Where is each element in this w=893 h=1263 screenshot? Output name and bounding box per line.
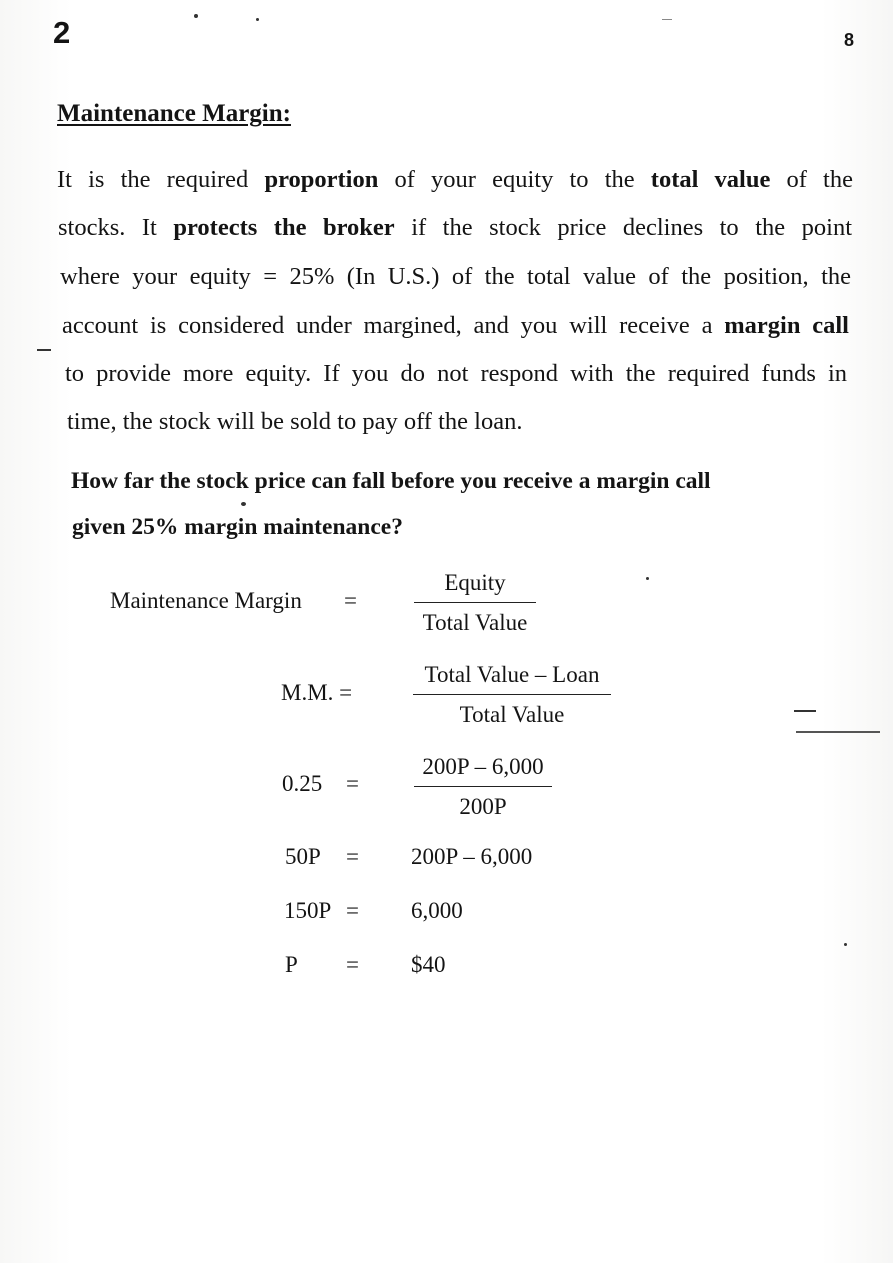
- scan-mark: [794, 710, 816, 712]
- equation-lhs: 0.25: [282, 771, 323, 796]
- bold-term: total value: [650, 166, 771, 193]
- text-run: of the: [770, 166, 853, 193]
- equals-sign: =: [346, 844, 359, 869]
- scan-mark: [796, 731, 880, 733]
- equation-lhs: 50P: [285, 844, 321, 869]
- scan-dot: [241, 502, 246, 506]
- text-run: if the stock price declines to the point: [394, 214, 853, 241]
- fraction-numerator: 200P – 6,000: [414, 753, 552, 787]
- fraction: [413, 753, 553, 821]
- paragraph-line: where your equity = 25% (In U.S.) of the total value of the position, the: [60, 263, 851, 290]
- scan-mark: [37, 349, 51, 351]
- fraction: [413, 661, 611, 729]
- scan-dot: [194, 14, 198, 18]
- scan-dot: [646, 577, 649, 580]
- equation-lhs: 150P: [284, 898, 332, 923]
- equals-sign: =: [346, 771, 359, 796]
- section-heading: Maintenance Margin:: [57, 100, 291, 127]
- equation-rhs: 6,000: [411, 898, 463, 923]
- text-run: account is considered under margined, and you will receive a: [62, 312, 725, 339]
- equation-lhs: P: [285, 952, 298, 977]
- fraction-denominator: Total Value: [422, 610, 528, 635]
- question-line: How far the stock price can fall before you receive a margin call: [71, 468, 711, 494]
- scan-mark: [662, 19, 672, 20]
- scan-dot: [256, 18, 259, 21]
- paragraph-line: to provide more equity. If you do not respond with the required funds in: [65, 360, 847, 387]
- page-number-left: 2: [53, 15, 71, 50]
- equals-sign: =: [346, 898, 359, 923]
- bold-term: protects the broker: [173, 214, 395, 241]
- bold-term: proportion: [264, 166, 379, 193]
- equals-sign: =: [344, 588, 357, 613]
- equation-rhs: 200P – 6,000: [411, 844, 533, 869]
- bold-term: margin call: [724, 312, 849, 339]
- text-run: stocks. It: [58, 214, 174, 241]
- paragraph-line: [57, 165, 853, 195]
- fraction-denominator: Total Value: [459, 702, 565, 727]
- scan-dot: [844, 943, 847, 946]
- question-line: given 25% margin maintenance?: [72, 514, 403, 540]
- paragraph-line: time, the stock will be sold to pay off the loan.: [67, 408, 523, 435]
- equals-sign: =: [346, 952, 359, 977]
- page-number-right: 8: [844, 30, 855, 50]
- fraction-numerator: Equity: [414, 569, 536, 603]
- equation-lhs: M.M. =: [281, 680, 353, 705]
- fraction-denominator: 200P: [459, 794, 507, 819]
- paragraph-line: [58, 213, 852, 243]
- equation-rhs: $40: [411, 952, 446, 977]
- text-run: It is the required: [57, 166, 265, 193]
- paragraph-line: [62, 311, 849, 341]
- equation-lhs: Maintenance Margin: [110, 588, 302, 613]
- text-run: of your equity to the: [378, 166, 651, 193]
- fraction-numerator: Total Value – Loan: [413, 661, 611, 695]
- fraction: [413, 569, 537, 637]
